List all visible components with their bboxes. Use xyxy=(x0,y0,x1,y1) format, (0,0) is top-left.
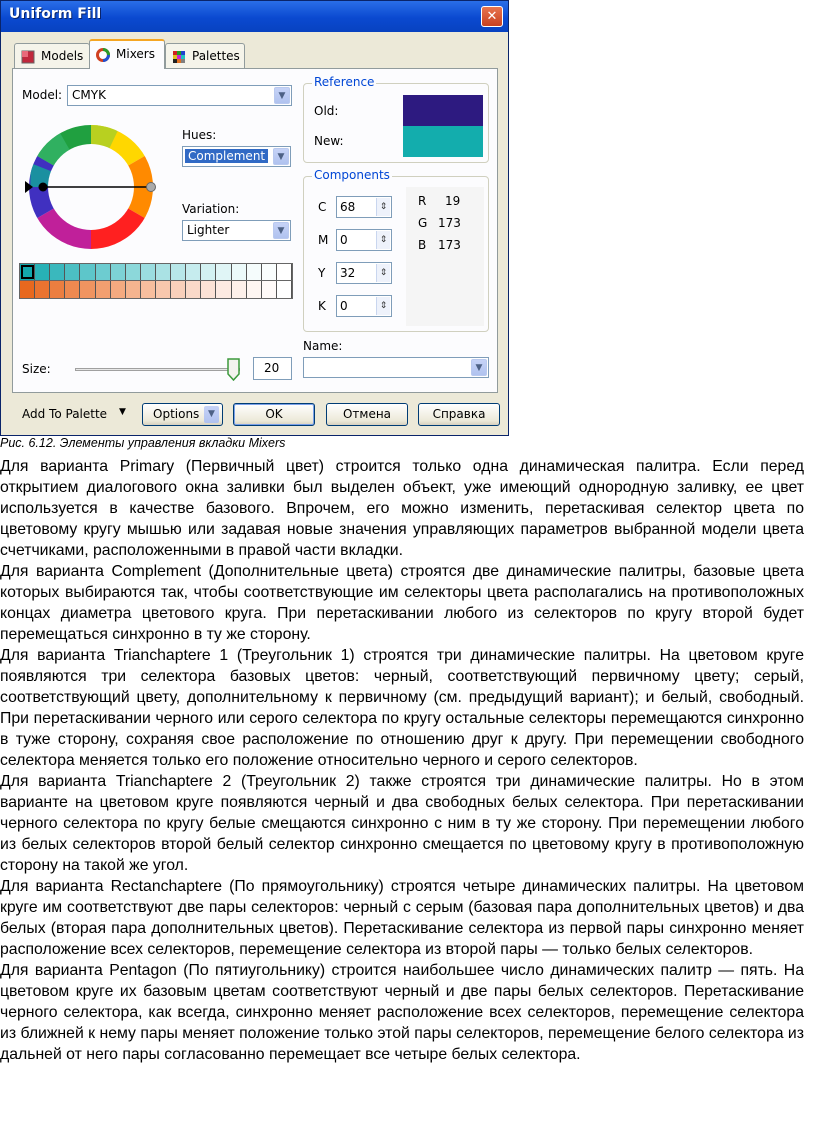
dialog-title: Uniform Fill xyxy=(9,6,102,22)
components-title: Components xyxy=(314,168,390,182)
palette-cell[interactable] xyxy=(111,264,126,280)
g-label: G xyxy=(418,216,428,230)
add-to-palette-button[interactable]: Add To Palette xyxy=(22,407,108,421)
size-slider-thumb[interactable] xyxy=(227,358,240,382)
m-label: M xyxy=(318,233,329,247)
color-wheel[interactable] xyxy=(21,113,181,263)
model-select[interactable] xyxy=(67,85,292,106)
chevron-down-icon: ▼ xyxy=(273,222,289,239)
palette-cell[interactable] xyxy=(186,281,201,298)
variation-value: Lighter xyxy=(187,223,230,237)
y-label: Y xyxy=(318,266,326,280)
help-label: Справка xyxy=(432,407,486,421)
reference-title: Reference xyxy=(314,75,375,89)
uniform-fill-dialog xyxy=(0,0,509,436)
close-button[interactable] xyxy=(481,6,503,27)
palettes-icon xyxy=(172,50,186,64)
palette-cell[interactable] xyxy=(50,281,65,298)
palette-cell[interactable] xyxy=(277,281,292,298)
cancel-button[interactable] xyxy=(326,403,408,426)
chevron-down-icon: ▼ xyxy=(274,87,290,104)
hues-select[interactable] xyxy=(182,146,291,167)
hues-label: Hues: xyxy=(182,128,217,142)
paragraph-trianchaptere-1: Для варианта Trianchaptere 1 (Треугольник 1) строятся три динамические палитры. На цветовом круге появляются три селектора базовых цветов: черный, соответствующий первичному цвету; серый, соответствующий цвету, дополнительному к первичному (см. предыдущий вариант); и белый, свободный. При перетаскивании черного или серого селектора по кругу остальные селекторы перемещаются синхронно в туже сторону, сохраняя свое расположение по отношению друг к другу. При перемещении свободного селектора меняется только его положение относительно черного и серого селекторов. xyxy=(0,647,804,769)
palette-cell[interactable] xyxy=(277,264,292,280)
new-color-swatch xyxy=(403,126,483,157)
palette-cell[interactable] xyxy=(141,281,156,298)
palette-cell[interactable] xyxy=(201,264,216,280)
palette-cell[interactable] xyxy=(171,264,186,280)
r-value: 19 xyxy=(445,194,461,208)
spin-arrows-icon[interactable]: ⇕ xyxy=(376,198,390,216)
tab-models[interactable] xyxy=(14,43,90,68)
hues-value: Complement xyxy=(185,149,268,163)
variation-select[interactable] xyxy=(182,220,291,241)
k-label: K xyxy=(318,299,326,313)
palette-row-orange xyxy=(19,281,293,299)
palette-cell[interactable] xyxy=(186,264,201,280)
title-bar[interactable] xyxy=(1,1,508,32)
options-label: Options xyxy=(153,407,200,421)
paragraph-trianchaptere-2: Для варианта Trianchaptere 2 (Треугольник 2) также строятся три динамические палитры. Но в этом варианте на цветовом круге появляются черный и два свободных белых селектора. При перетаскивании черного селектора по кругу белые смещаются синхронно с ним в ту же сторону. При перемещении любого из белых селекторов второй белый селектор синхронно смещается по цветовому кругу в противоположную сторону на такой же угол. xyxy=(0,773,804,874)
spin-arrows-icon[interactable]: ⇕ xyxy=(376,297,390,315)
tab-models-label: Models xyxy=(41,49,84,63)
palette-cell[interactable] xyxy=(232,281,247,298)
new-label: New: xyxy=(314,134,344,148)
palette-cell[interactable] xyxy=(96,281,111,298)
k-spinner[interactable] xyxy=(336,295,392,317)
palette-row-teal xyxy=(19,263,293,281)
palette-cell[interactable] xyxy=(232,264,247,280)
old-color-swatch xyxy=(403,95,483,126)
spin-arrows-icon[interactable]: ⇕ xyxy=(376,264,390,282)
models-icon xyxy=(21,50,35,64)
figure-caption: Рис. 6.12. Элементы управления вкладки Mixers xyxy=(0,436,286,450)
palette-cell[interactable] xyxy=(126,281,141,298)
palette-cell[interactable] xyxy=(35,264,50,280)
size-value: 20 xyxy=(264,361,280,375)
palette-cell[interactable] xyxy=(50,264,65,280)
tab-mixers-label: Mixers xyxy=(116,47,155,61)
palette-cell[interactable] xyxy=(216,264,231,280)
y-spinner[interactable] xyxy=(336,262,392,284)
palette-cell[interactable] xyxy=(262,281,277,298)
palette-cell[interactable] xyxy=(35,281,50,298)
mixers-icon xyxy=(96,48,110,62)
add-to-palette-arrow-icon[interactable]: ▼ xyxy=(119,407,126,417)
palette-cell[interactable] xyxy=(65,281,80,298)
c-spinner[interactable] xyxy=(336,196,392,218)
palette-cell[interactable] xyxy=(141,264,156,280)
size-input[interactable] xyxy=(253,357,292,380)
palette-cell[interactable] xyxy=(111,281,126,298)
tab-mixers[interactable] xyxy=(89,39,165,69)
ok-button[interactable] xyxy=(233,403,315,426)
b-value: 173 xyxy=(438,238,461,252)
black-selector xyxy=(39,183,48,192)
ok-label: OK xyxy=(265,407,283,421)
palette-cell[interactable] xyxy=(171,281,186,298)
palette-cell[interactable] xyxy=(20,281,35,298)
close-icon: ✕ xyxy=(486,9,498,24)
gray-selector xyxy=(147,183,156,192)
palette-cell[interactable] xyxy=(201,281,216,298)
spin-arrows-icon[interactable]: ⇕ xyxy=(376,231,390,249)
chevron-down-icon: ▼ xyxy=(273,148,289,165)
palette-cell[interactable] xyxy=(216,281,231,298)
name-label: Name: xyxy=(303,339,343,353)
options-button[interactable] xyxy=(142,403,223,426)
r-label: R xyxy=(418,194,427,208)
palette-cell[interactable] xyxy=(96,264,111,280)
m-spinner[interactable] xyxy=(336,229,392,251)
palette-cell[interactable] xyxy=(262,264,277,280)
paragraph-complement: Для варианта Complement (Дополнительные цвета) строятся две динамические палитры, базовые цвета которых выбираются так, чтобы соответствующие им селекторы цвета располагались на противоположных концах диаметра цветового круга. При перетаскивании любого из селекторов по кругу второй будет перемещаться синхронно в ту же сторону. xyxy=(0,563,804,643)
chevron-down-icon: ▼ xyxy=(471,359,487,376)
size-label: Size: xyxy=(22,362,51,376)
palette-cell[interactable] xyxy=(126,264,141,280)
m-value: 0 xyxy=(340,233,348,247)
palette-cell[interactable] xyxy=(156,264,171,280)
variation-label: Variation: xyxy=(182,202,240,216)
palette-cell[interactable] xyxy=(247,264,262,280)
paragraph-primary: Для варианта Primary (Первичный цвет) строится только одна динамическая палитра. Если перед открытием диалогового окна заливки был выделен объект, уже имеющий однородную заливку, ее цвет используется в качестве базового. Впрочем, его можно изменить, перетаскивая селектор цвета по цветовому кругу мышью или задавая новые значения управляющих параметров выбранной модели цвета счетчиками, расположенными в правой части вкладки. xyxy=(0,458,804,559)
old-label: Old: xyxy=(314,104,339,118)
help-button[interactable] xyxy=(418,403,500,426)
g-value: 173 xyxy=(438,216,461,230)
palette-cell[interactable] xyxy=(247,281,262,298)
palette-cell[interactable] xyxy=(80,281,95,298)
palette-cell[interactable] xyxy=(156,281,171,298)
c-value: 68 xyxy=(340,200,356,214)
paragraph-rectanchaptere: Для варианта Rectanchaptere (По прямоугольнику) строятся четыре динамических палитры. На цветовом круге им соответствуют две пары селекторов: черный с серым (базовая пара дополнительных цветов) и два белых (вторая пара дополнительных цветов). Перетаскивание селектора из первой пары синхронно меняет расположение всех селекторов, перемещение селектора из второй пары — только белых селекторов. xyxy=(0,878,804,958)
body-text xyxy=(0,456,804,1065)
paragraph-pentagon: Для варианта Pentagon (По пятиугольнику) строится наибольшее число динамических палитр — пять. На цветовом круге их базовым цветам соответствуют черный и две пары белых селекторов. Перетаскивание черного селектора, как всегда, синхронно меняет расположение всех селекторов, перемещение селектора из ближней к нему пары меняет положение только этой пары селекторов, перемещение белого селектора из дальней от него пары согласованно перемещает все четыре белых селектора. xyxy=(0,962,804,1063)
palette-cell[interactable] xyxy=(65,264,80,280)
palette-cell[interactable] xyxy=(80,264,95,280)
y-value: 32 xyxy=(340,266,356,280)
name-combo[interactable] xyxy=(303,357,489,378)
cancel-label: Отмена xyxy=(342,407,392,421)
model-label: Model: xyxy=(22,88,63,102)
k-value: 0 xyxy=(340,299,348,313)
chevron-down-icon: ▼ xyxy=(204,406,219,423)
model-value: CMYK xyxy=(72,88,106,102)
tab-palettes-label: Palettes xyxy=(192,49,240,63)
tab-palettes[interactable] xyxy=(165,43,245,68)
palette-cell[interactable] xyxy=(20,264,35,280)
b-label: B xyxy=(418,238,427,252)
size-slider-track[interactable] xyxy=(75,368,240,371)
c-label: C xyxy=(318,200,327,214)
